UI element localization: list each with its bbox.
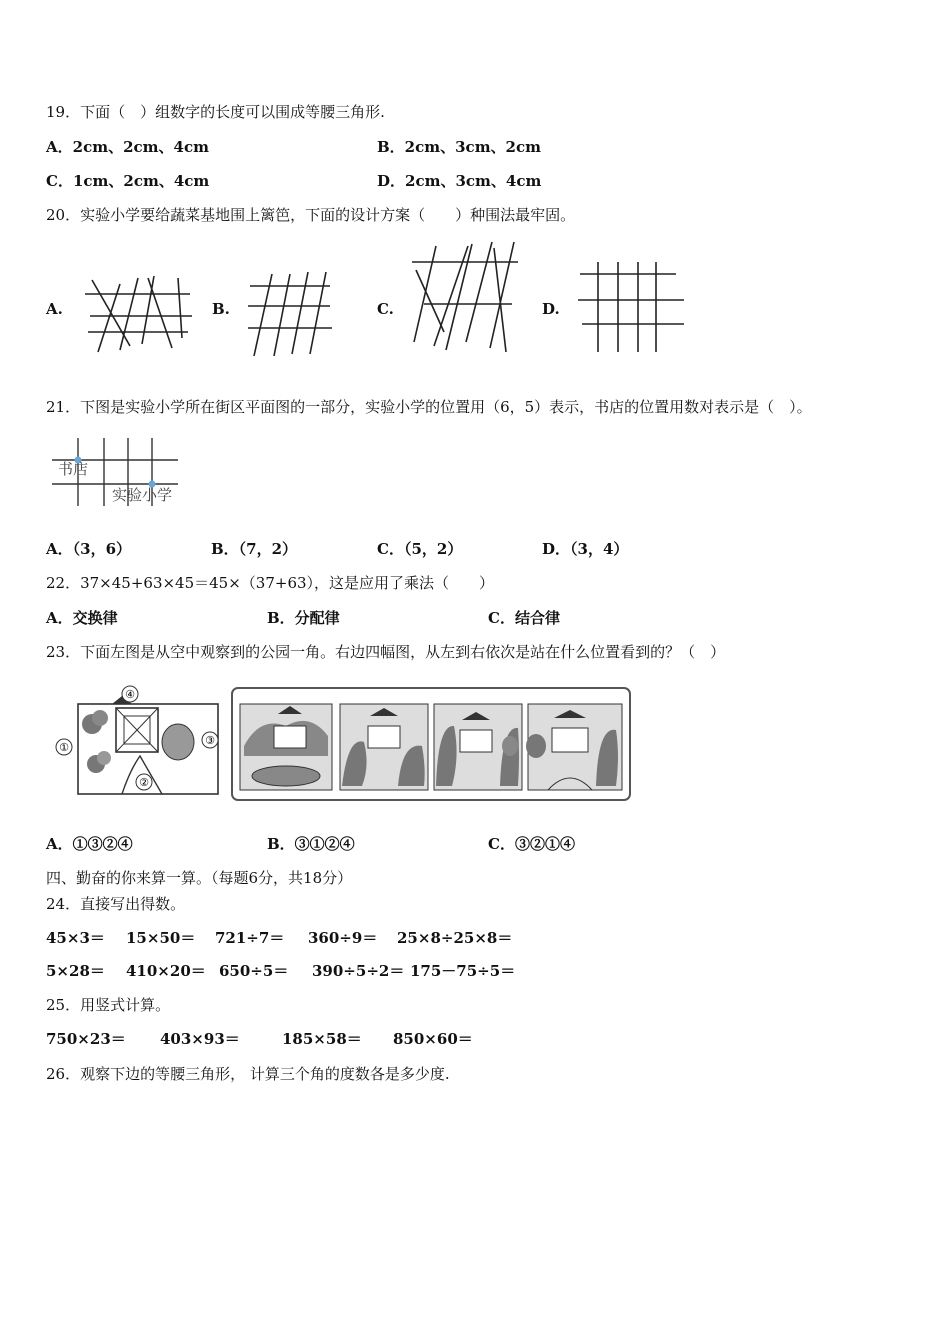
position-3-label: ③ bbox=[205, 734, 215, 747]
view-1 bbox=[240, 704, 332, 790]
section-4-title: 四、勤奋的你来算一算。（每题6分，共18分） bbox=[46, 869, 353, 887]
q24-r2-2[interactable]: 410×20＝ bbox=[126, 962, 206, 980]
q24-r2-3[interactable]: 650÷5＝ bbox=[219, 962, 289, 980]
q24-r2-1[interactable]: 5×28＝ bbox=[46, 962, 105, 980]
street-map-figure bbox=[50, 436, 190, 516]
q25-item-2[interactable]: 403×93＝ bbox=[160, 1030, 240, 1048]
q20-label-a[interactable]: A. bbox=[46, 300, 63, 318]
q24-r2-5[interactable]: 175－75÷5＝ bbox=[410, 962, 516, 980]
q21-option-b[interactable]: B．（7，2） bbox=[211, 540, 298, 558]
q20-label-b[interactable]: B. bbox=[212, 300, 230, 318]
q20-label-d[interactable]: D. bbox=[542, 300, 560, 318]
q26-stem: 26．观察下边的等腰三角形， 计算三个角的度数各是多少度. bbox=[46, 1065, 450, 1083]
q21-option-c[interactable]: C．（5，2） bbox=[377, 540, 463, 558]
q19-option-b[interactable]: B．2cm、3cm、2cm bbox=[377, 138, 542, 156]
q25-stem: 25．用竖式计算。 bbox=[46, 996, 171, 1014]
q24-r1-4[interactable]: 360÷9＝ bbox=[308, 929, 378, 947]
q22-option-a[interactable]: A．交换律 bbox=[46, 609, 118, 627]
q25-item-1[interactable]: 750×23＝ bbox=[46, 1030, 126, 1048]
q23-option-b[interactable]: B．③①②④ bbox=[267, 835, 355, 853]
q19-option-c[interactable]: C．1cm、2cm、4cm bbox=[46, 172, 210, 190]
q19-stem: 19．下面（ ）组数字的长度可以围成等腰三角形. bbox=[46, 103, 385, 121]
q21-option-d[interactable]: D．（3，4） bbox=[542, 540, 629, 558]
view-3 bbox=[434, 704, 522, 790]
q24-r1-5[interactable]: 25×8÷25×8＝ bbox=[397, 929, 513, 947]
q24-r1-2[interactable]: 15×50＝ bbox=[126, 929, 196, 947]
q23-option-a[interactable]: A．①③②④ bbox=[46, 835, 133, 853]
q22-option-b[interactable]: B．分配律 bbox=[267, 609, 340, 627]
q19-option-a[interactable]: A．2cm、2cm、4cm bbox=[46, 138, 209, 156]
q21-option-a[interactable]: A．（3，6） bbox=[46, 540, 132, 558]
q23-stem: 23．下面左图是从空中观察到的公园一角。右边四幅图，从左到右依次是站在什么位置看到的？（ ） bbox=[46, 643, 726, 661]
q20-label-c[interactable]: C. bbox=[377, 300, 394, 318]
bookstore-label: 书店 bbox=[58, 460, 89, 478]
q22-stem: 22．37×45+63×45＝45×（37+63），这是应用了乘法（ ） bbox=[46, 574, 495, 592]
q23-option-c[interactable]: C．③②①④ bbox=[488, 835, 575, 853]
position-4-label: ④ bbox=[125, 688, 135, 701]
fence-design-a-figure bbox=[80, 272, 200, 356]
q22-option-c[interactable]: C．结合律 bbox=[488, 609, 560, 627]
position-1-label: ① bbox=[59, 741, 69, 754]
q20-stem: 20．实验小学要给蔬菜基地围上篱笆，下面的设计方案（ ）种围法最牢固。 bbox=[46, 206, 576, 224]
q24-r1-1[interactable]: 45×3＝ bbox=[46, 929, 105, 947]
school-label: 实验小学 bbox=[112, 486, 173, 504]
fence-design-d-figure bbox=[576, 260, 688, 356]
fence-design-c-figure bbox=[408, 242, 524, 358]
q25-item-4[interactable]: 850×60＝ bbox=[393, 1030, 473, 1048]
view-4 bbox=[526, 704, 622, 790]
q21-stem: 21．下图是实验小学所在街区平面图的一部分，实验小学的位置用（6，5）表示，书店的位置用数对表示是（ ）。 bbox=[46, 398, 812, 416]
fence-design-b-figure bbox=[246, 270, 336, 360]
q25-item-3[interactable]: 185×58＝ bbox=[282, 1030, 362, 1048]
q24-r2-4[interactable]: 390÷5÷2＝ bbox=[312, 962, 405, 980]
position-2-label: ② bbox=[139, 776, 149, 789]
q24-stem: 24．直接写出得数。 bbox=[46, 895, 186, 913]
q19-option-d[interactable]: D．2cm、3cm、4cm bbox=[377, 172, 542, 190]
park-aerial-view-figure bbox=[52, 684, 227, 800]
view-2 bbox=[340, 704, 428, 790]
park-four-views-figure bbox=[230, 686, 632, 802]
q24-r1-3[interactable]: 721÷7＝ bbox=[215, 929, 285, 947]
